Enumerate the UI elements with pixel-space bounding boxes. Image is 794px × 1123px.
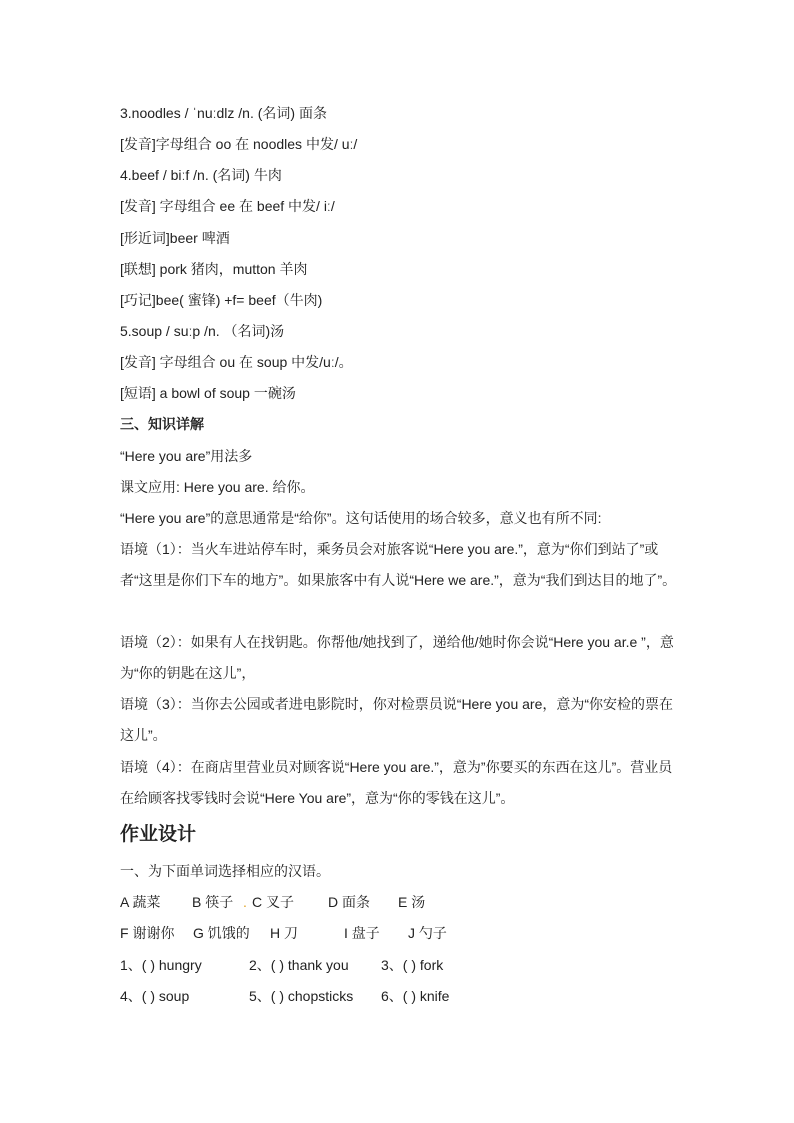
item-1-hungry: 1、( ) hungry <box>120 957 202 973</box>
vocab-beef-association: [联想] pork 猪肉，mutton 羊肉 <box>120 261 308 277</box>
stray-mark: . <box>243 894 247 910</box>
vocab-noodles-pronunciation: [发音]字母组合 oo 在 noodles 中发/ uː/ <box>120 136 358 152</box>
vocab-beef: 4.beef / biːf /n. (名词) 牛肉 <box>120 167 282 183</box>
option-a: A 蔬菜 <box>120 894 161 910</box>
item-6-knife: 6、( ) knife <box>381 988 450 1004</box>
item-3-fork: 3、( ) fork <box>381 957 444 973</box>
vocab-beef-pronunciation: [发音] 字母组合 ee 在 beef 中发/ iː/ <box>120 198 335 214</box>
context-paragraph-1: 语境（1）：当火车进站停车时，乘务员会对旅客说“Here you are.”，意为“你们到站了”或者“这里是你们下车的地方”。如果旅客中有人说“Here we are.”，意为“我们到达目的地了”。 <box>120 541 677 588</box>
items-row-1 <box>120 955 684 975</box>
phrase-title: “Here you are”用法多 <box>120 448 253 464</box>
option-b: B 筷子 <box>192 894 234 910</box>
item-2-thank-you: 2、( ) thank you <box>249 957 349 973</box>
context-paragraph-4: 语境（4）：在商店里营业员对顾客说“Here you are.”，意为”你要买的东西在这儿”。营业员在给顾客找零钱时会说“Here You are”，意为“你的零钱在这儿”。 <box>120 759 673 806</box>
vocab-beef-memory-tip: [巧记]bee( 蜜锋) +f= beef（牛肉) <box>120 292 323 308</box>
phrase-intro: “Here you are”的意思通常是“给你”。这句话使用的场合较多，意义也有所不同: <box>120 510 602 526</box>
homework-question-1: 一、为下面单词选择相应的汉语。 <box>120 863 330 879</box>
vocab-beef-similar-word: [形近词]beer 啤酒 <box>120 230 230 246</box>
homework-title: 作业设计 <box>120 824 197 845</box>
options-row-2 <box>120 923 684 943</box>
option-i: I 盘子 <box>344 925 380 941</box>
lesson-application: 课文应用: Here you are. 给你。 <box>120 479 315 495</box>
option-h: H 刀 <box>270 925 298 941</box>
items-row-2 <box>120 986 684 1006</box>
options-row-1 <box>120 892 684 912</box>
vocab-soup-pronunciation: [发音] 字母组合 ou 在 soup 中发/uː/。 <box>120 354 353 370</box>
option-d: D 面条 <box>328 894 370 910</box>
vocab-soup: 5.soup / suːp /n. （名词)汤 <box>120 323 285 339</box>
option-f: F 谢谢你 <box>120 925 175 941</box>
section-title-knowledge: 三、知识详解 <box>120 416 204 432</box>
item-5-chopsticks: 5、( ) chopsticks <box>249 988 354 1004</box>
item-4-soup: 4、( ) soup <box>120 988 190 1004</box>
vocab-soup-phrase: [短语] a bowl of soup 一碗汤 <box>120 385 296 401</box>
context-paragraph-3: 语境（3）：当你去公园或者进电影院时，你对检票员说“Here you are，意为“你安检的票在这儿”。 <box>120 696 674 743</box>
vocab-noodles: 3.noodles / ˈnuːdlz /n. (名词) 面条 <box>120 105 327 121</box>
context-paragraph-2: 语境（2）：如果有人在找钥匙。你帮他/她找到了，递给他/她时你会说“Here you ar.e ”，意为“你的钥匙在这儿”， <box>120 634 674 681</box>
option-c: C 叉子 <box>252 894 294 910</box>
option-g: G 饥饿的 <box>193 925 250 941</box>
option-e: E 汤 <box>398 894 426 910</box>
option-j: J 勺子 <box>408 925 447 941</box>
